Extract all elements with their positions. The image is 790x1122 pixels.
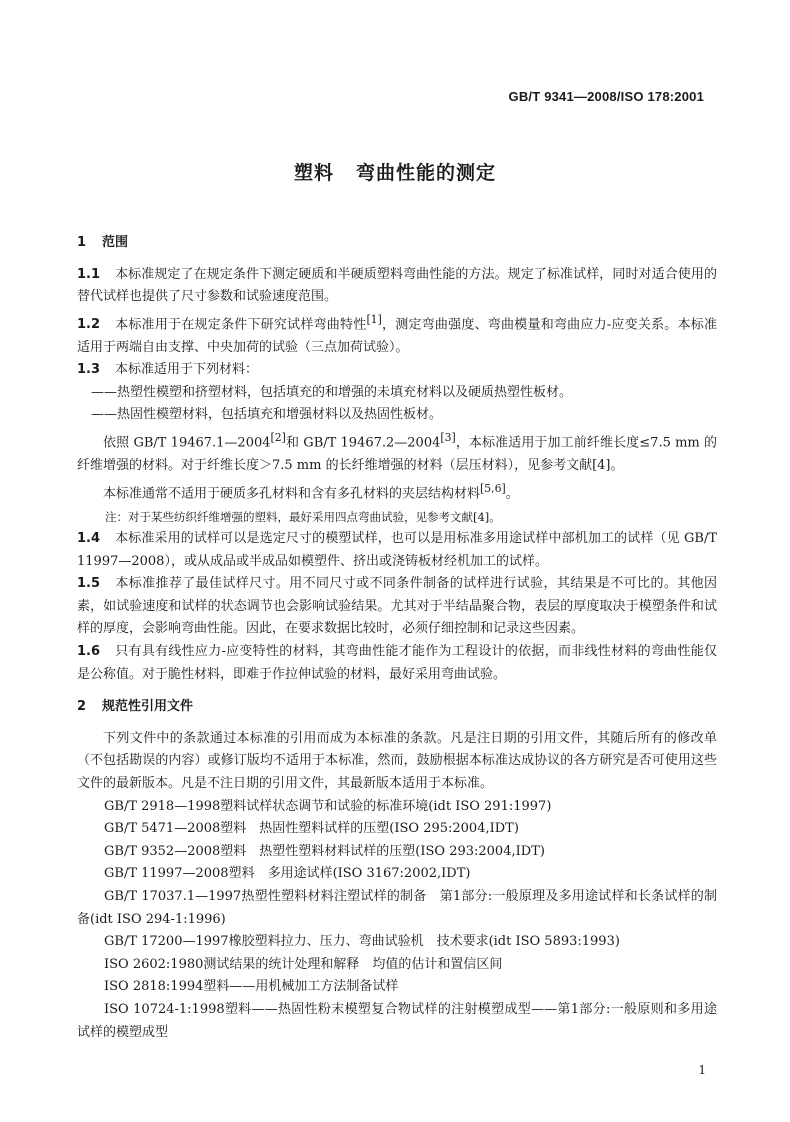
reference-title: 热塑性塑料材料注塑试样的制备 第1部分:一般原理及多用途试样和长条试样的制备(idt ISO 294-1:1996)	[77, 889, 717, 927]
reference-code: GB/T 11997—2008	[104, 866, 229, 882]
reference-item	[77, 841, 717, 864]
reference-item	[77, 954, 717, 977]
clause-text: 本标准采用的试样可以是选定尺寸的模塑试样，也可以是用标准多用途试样中部机加工的试样（见 GB/T 11997—2008），或从成品或半成品如模塑件、挤出或浇铸板材经机加工的试样。	[77, 531, 717, 569]
document-body	[77, 232, 717, 1044]
list-item-thermoset: ——热固性模塑材料，包括填充和增强材料以及热固性板材。	[91, 407, 443, 423]
reference-code: GB/T 2918—1998	[104, 798, 221, 814]
list-item-thermoplastic: ——热塑性模塑和挤塑材料，包括填充的和增强的未填充材料以及硬质热塑性板材。	[91, 384, 573, 400]
section-1-heading	[77, 232, 717, 255]
reference-item	[77, 931, 717, 954]
section-1-title: 范围	[102, 235, 129, 250]
reference-code: GB/T 5471—2008	[104, 821, 221, 837]
clause-text: ，测定弯曲强度、弯曲模量和弯曲应力-应变关系。本标准适用于两端自由支撑、中央加荷的试验（三点加荷试验）。	[77, 317, 717, 355]
clause-number: 1.1	[77, 266, 101, 282]
paragraph-text: 和 GB/T 19467.2—2004	[285, 435, 441, 451]
clause-1-1	[77, 264, 717, 309]
clause-text: 本标准适用于下列材料：	[115, 362, 259, 378]
section-2-number: 2	[77, 699, 87, 715]
clause-text: 只有具有线性应力-应变特性的材料，其弯曲性能才能作为工程设计的依据，而非线性材料的弯曲性能仅是公称值。对于脆性材料，即难于作拉伸试验的材料，最好采用弯曲试验。	[77, 644, 717, 682]
paragraph-cellular	[77, 478, 717, 506]
reference-title: 塑料 热塑性塑料材料试样的压塑(ISO 293:2004,IDT)	[220, 843, 545, 859]
clause-1-5	[77, 573, 717, 641]
citation: [5,6]	[480, 481, 506, 495]
clause-1-6	[77, 641, 717, 686]
clause-number: 1.4	[77, 531, 101, 547]
reference-code: ISO 2602:1980	[104, 956, 204, 972]
clause-number: 1.2	[77, 317, 101, 333]
clause-1-3	[77, 359, 717, 382]
paragraph-fiber-length	[77, 427, 717, 478]
reference-code: GB/T 17037.1—1997	[104, 889, 242, 905]
reference-title: 塑料 热固性塑料试样的压塑(ISO 295:2004,IDT)	[220, 821, 519, 837]
title-part-1: 塑料	[293, 162, 334, 184]
paragraph-text: 。	[505, 485, 519, 501]
document-title	[0, 158, 790, 185]
clause-number: 1.3	[77, 362, 101, 378]
section-2-intro: 下列文件中的条款通过本标准的引用而成为本标准的条款。凡是注日期的引用文件，其随后所有的修改单（不包括勘误的内容）或修订版均不适用于本标准，然而，鼓励根据本标准达成协议的各方研究是否可使用这些文件的最新版本。凡是不注日期的引用文件，其最新版本适用于本标准。	[77, 730, 717, 792]
section-2-title: 规范性引用文件	[102, 699, 194, 715]
citation: [1]	[366, 312, 382, 326]
clause-number: 1.6	[77, 644, 101, 660]
reference-code: GB/T 9352—2008	[104, 843, 221, 859]
section-2-heading	[77, 696, 717, 719]
paragraph-text: ，本标准适用于加工前纤维长度≤7.5 mm 的纤维增强的材料。对于纤维长度＞7.5 mm 的长纤维增强的材料（层压材料），见参考文献[4]。	[77, 435, 717, 473]
reference-item	[77, 818, 717, 841]
reference-title: 塑料试样状态调节和试验的标准环境(idt ISO 291:1997)	[220, 798, 552, 814]
clause-text: 本标准规定了在规定条件下测定硬质和半硬质塑料弯曲性能的方法。规定了标准试样，同时对适合使用的替代试样也提供了尺寸参数和试验速度范围。	[77, 266, 717, 305]
reference-code: GB/T 17200—1997	[104, 934, 229, 950]
reference-code: ISO 2818:1994	[104, 979, 204, 995]
title-part-2: 弯曲性能的测定	[356, 162, 497, 184]
clause-1-4	[77, 528, 717, 573]
reference-item	[77, 796, 717, 819]
clause-1-2	[77, 309, 717, 360]
reference-code: ISO 10724-1:1998	[104, 1001, 225, 1017]
reference-item	[77, 863, 717, 886]
citation: [2]	[270, 431, 286, 445]
reference-item	[77, 999, 717, 1044]
reference-title: 塑料 多用途试样(ISO 3167:2002,IDT)	[228, 866, 471, 882]
section-1-number: 1	[77, 235, 87, 250]
paragraph-text: 依照 GB/T 19467.1—2004	[103, 435, 271, 451]
reference-title: 塑料——用机械加工方法制备试样	[203, 979, 399, 995]
clause-number: 1.5	[77, 576, 101, 592]
reference-list	[77, 796, 717, 1045]
clause-text: 本标准用于在规定条件下研究试样弯曲特性	[115, 317, 367, 333]
reference-item	[77, 886, 717, 931]
clause-text: 本标准推荐了最佳试样尺寸。用不同尺寸或不同条件制备的试样进行试验，其结果是不可比的。其他因素，如试验速度和试样的状态调节也会影响试验结果。尤其对于半结晶聚合物，表层的厚度取决于模塑条件和试样的厚度，会影响弯曲性能。因此，在要求数据比较时，必须仔细控制和记录这些因素。	[77, 576, 717, 637]
reference-title: 塑料——热固性粉末模塑复合物试样的注射模塑成型——第1部分:一般原则和多用途试样的模塑成型	[77, 1001, 717, 1040]
citation: [3]	[440, 431, 456, 445]
reference-item	[77, 976, 717, 999]
note: 注：对于某些纺织纤维增强的塑料，最好采用四点弯曲试验，见参考文献[4]。	[105, 509, 501, 524]
standard-code: GB/T 9341—2008/ISO 178:2001	[508, 89, 704, 104]
reference-title: 测试结果的统计处理和解释 均值的估计和置信区间	[203, 956, 503, 972]
page-number: 1	[698, 1063, 706, 1077]
reference-title: 橡胶塑料拉力、压力、弯曲试验机 技术要求(idt ISO 5893:1993)	[228, 934, 620, 950]
paragraph-text: 本标准通常不适用于硬质多孔材料和含有多孔材料的夹层结构材料	[103, 485, 481, 501]
